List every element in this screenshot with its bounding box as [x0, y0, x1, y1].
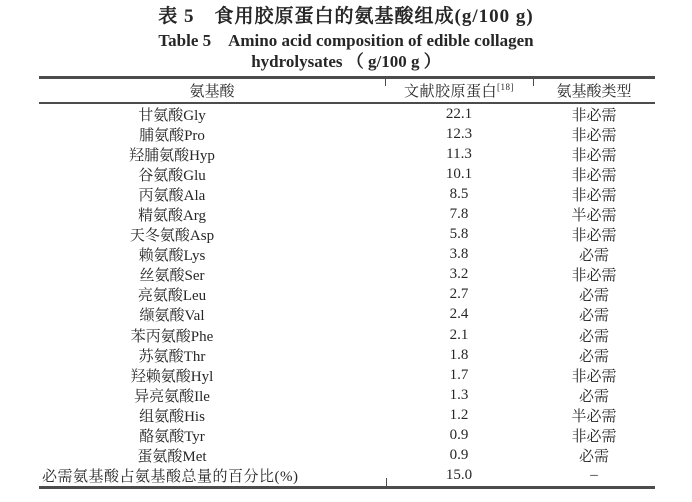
type-cell: 非必需 [571, 187, 617, 204]
table-row [39, 225, 655, 245]
table-row [39, 305, 655, 325]
amino-acid-name-cell: 天冬氨酸Asp [129, 228, 215, 245]
amino-acid-name-cell: 羟赖氨酸Hyl [130, 368, 214, 385]
type-cell: 非必需 [571, 107, 617, 124]
content-value-cell: 12.3 [445, 125, 473, 142]
amino-acid-name-cell: 赖氨酸Lys [138, 248, 206, 265]
content-value-cell: 0.9 [449, 427, 469, 444]
type-cell: 非必需 [571, 268, 617, 285]
table-row [39, 245, 655, 265]
amino-acid-name-cell: 脯氨酸Pro [139, 127, 205, 144]
amino-acid-name-cell: 丝氨酸Ser [139, 268, 205, 285]
table-row [39, 385, 655, 405]
header-amino-acid-type: 氨基酸类型 [556, 84, 632, 100]
table-row [39, 466, 655, 486]
table-row [39, 285, 655, 305]
type-cell: 非必需 [571, 429, 617, 446]
amino-acid-name-cell: 亮氨酸Leu [137, 288, 207, 305]
content-value-cell: 15.0 [445, 467, 473, 484]
type-cell: 非必需 [571, 127, 617, 144]
table-row [39, 124, 655, 144]
amino-acid-name-cell: 异亮氨酸Ile [134, 388, 210, 405]
type-cell: 半必需 [571, 208, 617, 225]
content-value-cell: 1.2 [449, 406, 469, 423]
amino-acid-name-cell: 谷氨酸Glu [138, 167, 206, 184]
column-divider-stub [385, 79, 386, 86]
table-row [39, 446, 655, 466]
table-row [39, 426, 655, 446]
amino-acid-name-cell: 丙氨酸Ala [138, 187, 206, 204]
column-divider-stub [386, 478, 387, 486]
type-cell: 必需 [578, 449, 609, 466]
table-row [39, 365, 655, 385]
content-value-cell: 1.3 [449, 386, 469, 403]
type-cell: 非必需 [571, 167, 617, 184]
content-value-cell: 2.7 [449, 286, 469, 303]
type-cell: 非必需 [571, 368, 617, 385]
content-value-cell: 5.8 [449, 226, 469, 243]
type-cell: 必需 [578, 328, 609, 345]
content-value-cell: 7.8 [449, 206, 469, 223]
table-caption [0, 4, 692, 72]
amino-acid-name-cell: 酪氨酸Tyr [139, 429, 205, 446]
amino-acid-name-cell: 必需氨基酸占氨基酸总量的百分比(%) [42, 469, 299, 486]
amino-acid-name-cell: 蛋氨酸Met [137, 449, 207, 466]
table-row [39, 325, 655, 345]
amino-acid-name-cell: 苯丙氨酸Phe [130, 328, 214, 345]
caption-en-line2: hydrolysates （ g/100 g ） [251, 52, 441, 71]
type-cell: 必需 [578, 288, 609, 305]
amino-acid-name-cell: 精氨酸Arg [137, 208, 207, 225]
content-value-cell: 1.7 [449, 366, 469, 383]
caption-en-line1: Table 5 Amino acid composition of edible collagen [158, 31, 534, 50]
citation-superscript: [18] [497, 82, 514, 92]
table-row [39, 345, 655, 365]
content-value-cell: 11.3 [446, 145, 472, 162]
header-literature-collagen [385, 80, 533, 101]
amino-acid-name-cell: 甘氨酸Gly [138, 107, 206, 124]
column-divider-stub [533, 79, 534, 86]
header-literature-collagen-label: 文献胶原蛋白 [403, 84, 497, 100]
table-row [39, 164, 655, 184]
table-row [39, 184, 655, 204]
type-cell: 必需 [578, 388, 609, 405]
amino-acid-table [39, 76, 655, 489]
content-value-cell: 2.4 [449, 306, 469, 323]
table-header-row [39, 79, 655, 104]
type-cell: 必需 [578, 348, 609, 365]
content-value-cell: 10.1 [445, 165, 473, 182]
amino-acid-name-cell: 缬氨酸Val [139, 308, 205, 325]
content-value-cell: 8.5 [449, 185, 469, 202]
amino-acid-name-cell: 羟脯氨酸Hyp [129, 147, 215, 164]
table-row [39, 204, 655, 224]
content-value-cell: 0.9 [449, 447, 469, 464]
amino-acid-name-cell: 苏氨酸Thr [138, 348, 206, 365]
type-cell: 必需 [578, 308, 609, 325]
type-cell: 非必需 [571, 228, 617, 245]
content-value-cell: 3.8 [449, 246, 469, 263]
table-row [39, 405, 655, 425]
content-value-cell: 3.2 [449, 266, 469, 283]
header-amino-acid: 氨基酸 [189, 84, 235, 100]
type-cell: – [590, 467, 598, 484]
table-row [39, 144, 655, 164]
table-body [39, 104, 655, 486]
amino-acid-name-cell: 组氨酸His [139, 408, 205, 425]
content-value-cell: 22.1 [445, 105, 473, 122]
type-cell: 必需 [578, 248, 609, 265]
caption-zh: 表 5 食用胶原蛋白的氨基酸组成(g/100 g) [158, 6, 534, 27]
table-row [39, 104, 655, 124]
type-cell: 半必需 [571, 408, 617, 425]
content-value-cell: 1.8 [449, 346, 469, 363]
content-value-cell: 2.1 [449, 326, 469, 343]
type-cell: 非必需 [571, 147, 617, 164]
table-row [39, 265, 655, 285]
